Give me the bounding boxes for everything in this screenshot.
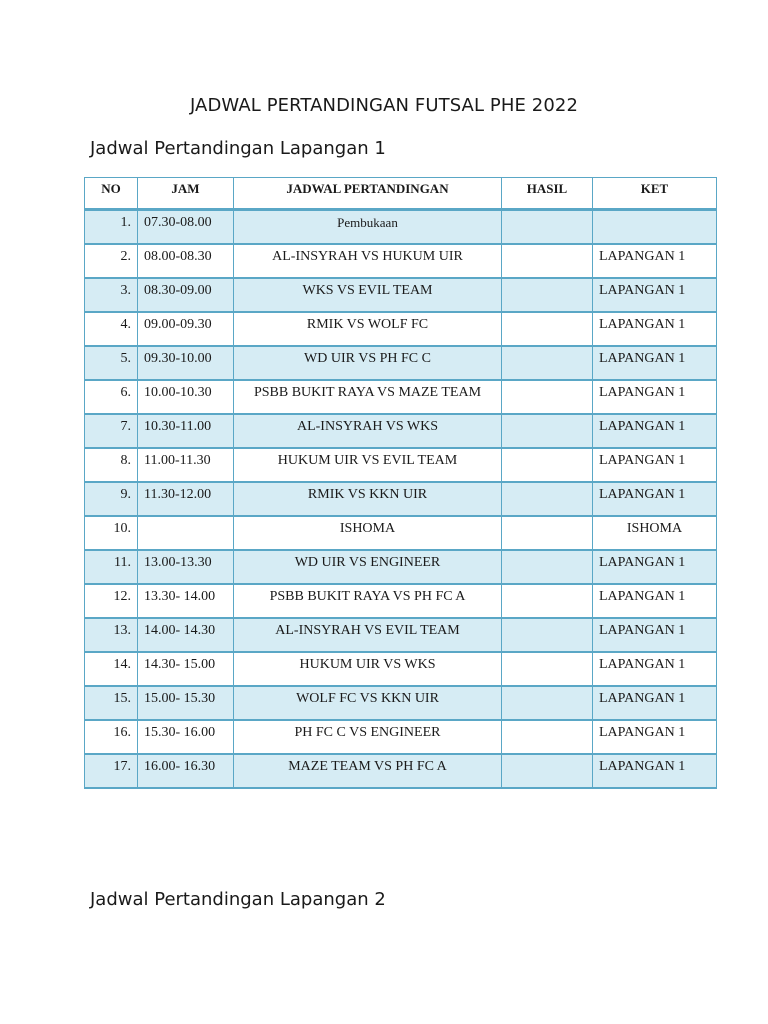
document-title: JADWAL PERTANDINGAN FUTSAL PHE 2022 xyxy=(189,95,579,116)
header-ket: KET xyxy=(593,178,717,210)
cell-match: AL-INSYRAH VS EVIL TEAM xyxy=(234,618,502,652)
schedule-table-lapangan-1 xyxy=(84,177,717,789)
cell-match: AL-INSYRAH VS WKS xyxy=(234,414,502,448)
cell-no: 2. xyxy=(85,244,138,278)
cell-no: 13. xyxy=(85,618,138,652)
cell-jam: 14.00- 14.30 xyxy=(138,618,234,652)
cell-hasil xyxy=(502,516,593,550)
table-row xyxy=(85,448,717,482)
cell-match: PSBB BUKIT RAYA VS PH FC A xyxy=(234,584,502,618)
table-row xyxy=(85,720,717,754)
cell-ket: LAPANGAN 1 xyxy=(593,720,717,754)
cell-ket: LAPANGAN 1 xyxy=(593,482,717,516)
header-row xyxy=(85,178,717,210)
cell-no: 14. xyxy=(85,652,138,686)
table-row xyxy=(85,278,717,312)
cell-no: 15. xyxy=(85,686,138,720)
cell-match: PH FC C VS ENGINEER xyxy=(234,720,502,754)
cell-ket: LAPANGAN 1 xyxy=(593,550,717,584)
table-row xyxy=(85,652,717,686)
cell-ket: LAPANGAN 1 xyxy=(593,278,717,312)
table-row xyxy=(85,346,717,380)
cell-match: WD UIR VS PH FC C xyxy=(234,346,502,380)
cell-match: Pembukaan xyxy=(234,210,502,245)
cell-match: HUKUM UIR VS WKS xyxy=(234,652,502,686)
cell-no: 9. xyxy=(85,482,138,516)
cell-jam: 08.30-09.00 xyxy=(138,278,234,312)
table-row xyxy=(85,754,717,788)
cell-ket xyxy=(593,210,717,245)
cell-jam: 14.30- 15.00 xyxy=(138,652,234,686)
cell-ket: ISHOMA xyxy=(593,516,717,550)
cell-jam: 11.30-12.00 xyxy=(138,482,234,516)
cell-jam: 13.30- 14.00 xyxy=(138,584,234,618)
cell-match: RMIK VS WOLF FC xyxy=(234,312,502,346)
header-hasil: HASIL xyxy=(502,178,593,210)
cell-hasil xyxy=(502,482,593,516)
cell-match: AL-INSYRAH VS HUKUM UIR xyxy=(234,244,502,278)
cell-no: 4. xyxy=(85,312,138,346)
cell-jam: 08.00-08.30 xyxy=(138,244,234,278)
cell-ket: LAPANGAN 1 xyxy=(593,244,717,278)
cell-jam: 15.30- 16.00 xyxy=(138,720,234,754)
cell-no: 10. xyxy=(85,516,138,550)
cell-hasil xyxy=(502,754,593,788)
cell-jam xyxy=(138,516,234,550)
cell-hasil xyxy=(502,720,593,754)
cell-match: PSBB BUKIT RAYA VS MAZE TEAM xyxy=(234,380,502,414)
cell-hasil xyxy=(502,652,593,686)
cell-no: 11. xyxy=(85,550,138,584)
cell-no: 7. xyxy=(85,414,138,448)
cell-jam: 09.00-09.30 xyxy=(138,312,234,346)
section-heading-lapangan-2: Jadwal Pertandingan Lapangan 2 xyxy=(90,889,386,910)
cell-jam: 10.30-11.00 xyxy=(138,414,234,448)
cell-no: 16. xyxy=(85,720,138,754)
cell-ket: LAPANGAN 1 xyxy=(593,754,717,788)
cell-match: ISHOMA xyxy=(234,516,502,550)
table-row xyxy=(85,210,717,245)
cell-match: HUKUM UIR VS EVIL TEAM xyxy=(234,448,502,482)
cell-hasil xyxy=(502,448,593,482)
table-row xyxy=(85,584,717,618)
cell-jam: 16.00- 16.30 xyxy=(138,754,234,788)
table-row xyxy=(85,618,717,652)
table-row xyxy=(85,550,717,584)
table-row xyxy=(85,414,717,448)
table-header xyxy=(85,178,717,210)
table-row xyxy=(85,516,717,550)
cell-ket: LAPANGAN 1 xyxy=(593,346,717,380)
cell-ket: LAPANGAN 1 xyxy=(593,652,717,686)
cell-hasil xyxy=(502,414,593,448)
cell-jam: 07.30-08.00 xyxy=(138,210,234,245)
table-row xyxy=(85,244,717,278)
cell-match: WOLF FC VS KKN UIR xyxy=(234,686,502,720)
cell-ket: LAPANGAN 1 xyxy=(593,414,717,448)
cell-no: 3. xyxy=(85,278,138,312)
cell-hasil xyxy=(502,380,593,414)
cell-ket: LAPANGAN 1 xyxy=(593,584,717,618)
cell-jam: 11.00-11.30 xyxy=(138,448,234,482)
cell-no: 8. xyxy=(85,448,138,482)
cell-hasil xyxy=(502,346,593,380)
header-jam: JAM xyxy=(138,178,234,210)
table-row xyxy=(85,686,717,720)
cell-no: 6. xyxy=(85,380,138,414)
cell-ket: LAPANGAN 1 xyxy=(593,380,717,414)
header-no: NO xyxy=(85,178,138,210)
cell-no: 5. xyxy=(85,346,138,380)
cell-ket: LAPANGAN 1 xyxy=(593,448,717,482)
cell-jam: 15.00- 15.30 xyxy=(138,686,234,720)
cell-jam: 13.00-13.30 xyxy=(138,550,234,584)
cell-hasil xyxy=(502,210,593,245)
header-match: JADWAL PERTANDINGAN xyxy=(234,178,502,210)
cell-jam: 09.30-10.00 xyxy=(138,346,234,380)
cell-hasil xyxy=(502,244,593,278)
section-heading-lapangan-1: Jadwal Pertandingan Lapangan 1 xyxy=(90,138,386,159)
cell-ket: LAPANGAN 1 xyxy=(593,686,717,720)
table-body xyxy=(85,210,717,789)
cell-no: 12. xyxy=(85,584,138,618)
cell-match: MAZE TEAM VS PH FC A xyxy=(234,754,502,788)
cell-no: 1. xyxy=(85,210,138,245)
cell-hasil xyxy=(502,686,593,720)
cell-hasil xyxy=(502,550,593,584)
table-row xyxy=(85,312,717,346)
cell-ket: LAPANGAN 1 xyxy=(593,312,717,346)
cell-match: WKS VS EVIL TEAM xyxy=(234,278,502,312)
cell-ket: LAPANGAN 1 xyxy=(593,618,717,652)
table-row xyxy=(85,380,717,414)
cell-match: RMIK VS KKN UIR xyxy=(234,482,502,516)
cell-hasil xyxy=(502,278,593,312)
cell-match: WD UIR VS ENGINEER xyxy=(234,550,502,584)
cell-jam: 10.00-10.30 xyxy=(138,380,234,414)
cell-hasil xyxy=(502,312,593,346)
table-row xyxy=(85,482,717,516)
cell-hasil xyxy=(502,584,593,618)
cell-no: 17. xyxy=(85,754,138,788)
cell-hasil xyxy=(502,618,593,652)
